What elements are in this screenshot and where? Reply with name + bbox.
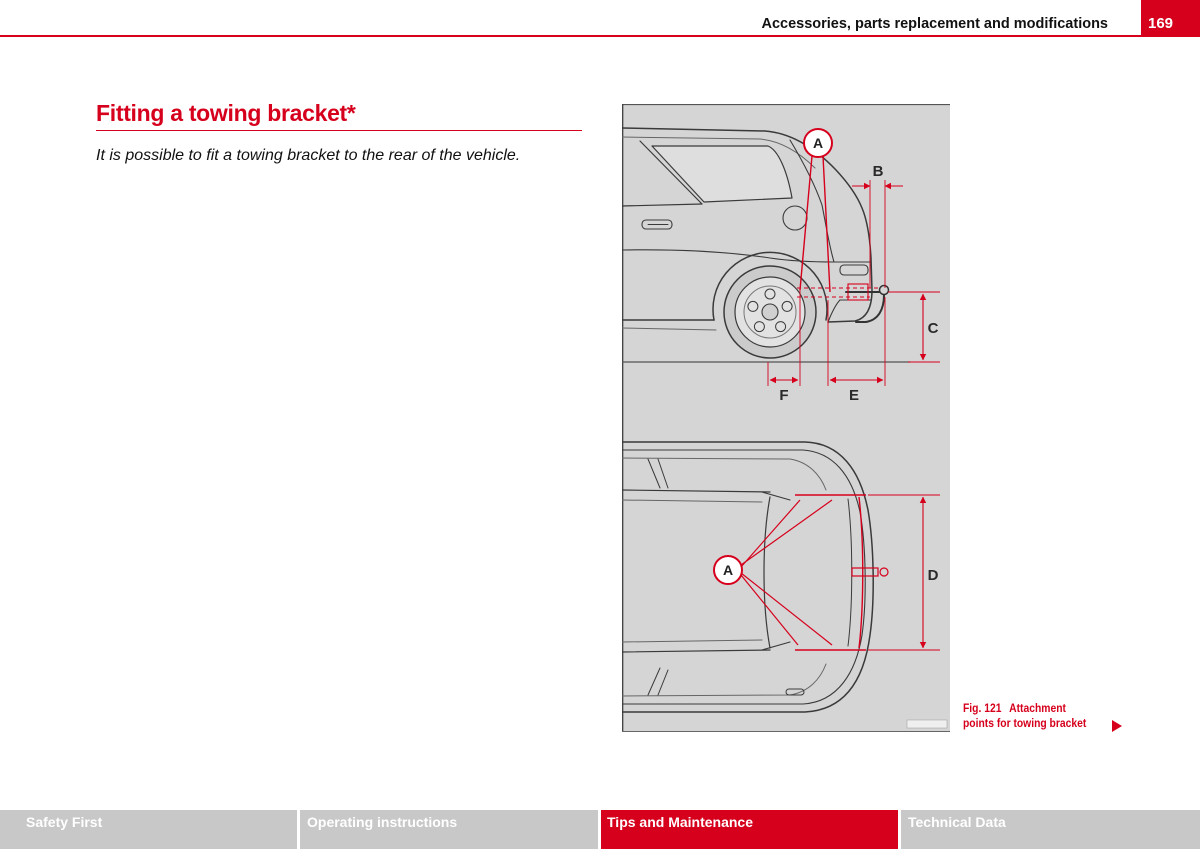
wheel-hub: [762, 304, 778, 320]
dimension-e-label: E: [848, 387, 860, 404]
tab-label: Operating instructions: [307, 814, 458, 830]
tow-ball: [880, 286, 889, 295]
figure-reference-tag: [907, 720, 947, 728]
figure-caption: [963, 701, 1086, 731]
header-rule: [0, 35, 1141, 37]
section-title: Fitting a towing bracket*: [96, 100, 356, 126]
section-intro-text: It is possible to fit a towing bracket to the rear of the vehicle.: [96, 147, 521, 164]
tab-label: Technical Data: [908, 814, 1006, 830]
caption-line-1: [963, 701, 1086, 716]
tab-technical-data[interactable]: [901, 810, 1200, 849]
right-triangle-arrow-icon: [1112, 720, 1122, 732]
rear-wheel: [724, 266, 816, 358]
dimension-f-label: F: [779, 387, 789, 404]
towing-bracket-figure: [622, 104, 950, 732]
tab-operating-instructions[interactable]: [300, 810, 598, 849]
caption-line-2: points for towing bracket: [963, 716, 1087, 730]
caption-text: Attachment: [1009, 701, 1066, 715]
tab-label: Tips and Maintenance: [607, 814, 753, 830]
page-number: 169: [1148, 15, 1174, 32]
dimension-d-label: D: [927, 567, 939, 584]
tab-safety-first[interactable]: [0, 810, 297, 849]
page-number-box: [1141, 0, 1200, 37]
chapter-title: Accessories, parts replacement and modifications: [761, 16, 1108, 32]
dimension-c-label: C: [927, 320, 939, 337]
chapter-tab-bar: [0, 810, 1200, 849]
tab-tips-and-maintenance[interactable]: [601, 810, 898, 849]
tab-label: Safety First: [26, 814, 103, 830]
callout-a-top: [714, 556, 742, 584]
callout-a-label: A: [812, 135, 824, 151]
callout-a-label: A: [722, 562, 734, 578]
figure-number: Fig. 121: [963, 701, 1002, 715]
towing-bracket-illustration: [622, 104, 950, 732]
section-title-underline: [96, 130, 582, 131]
dimension-b-label: B: [872, 163, 884, 180]
callout-a-side: [804, 129, 832, 157]
